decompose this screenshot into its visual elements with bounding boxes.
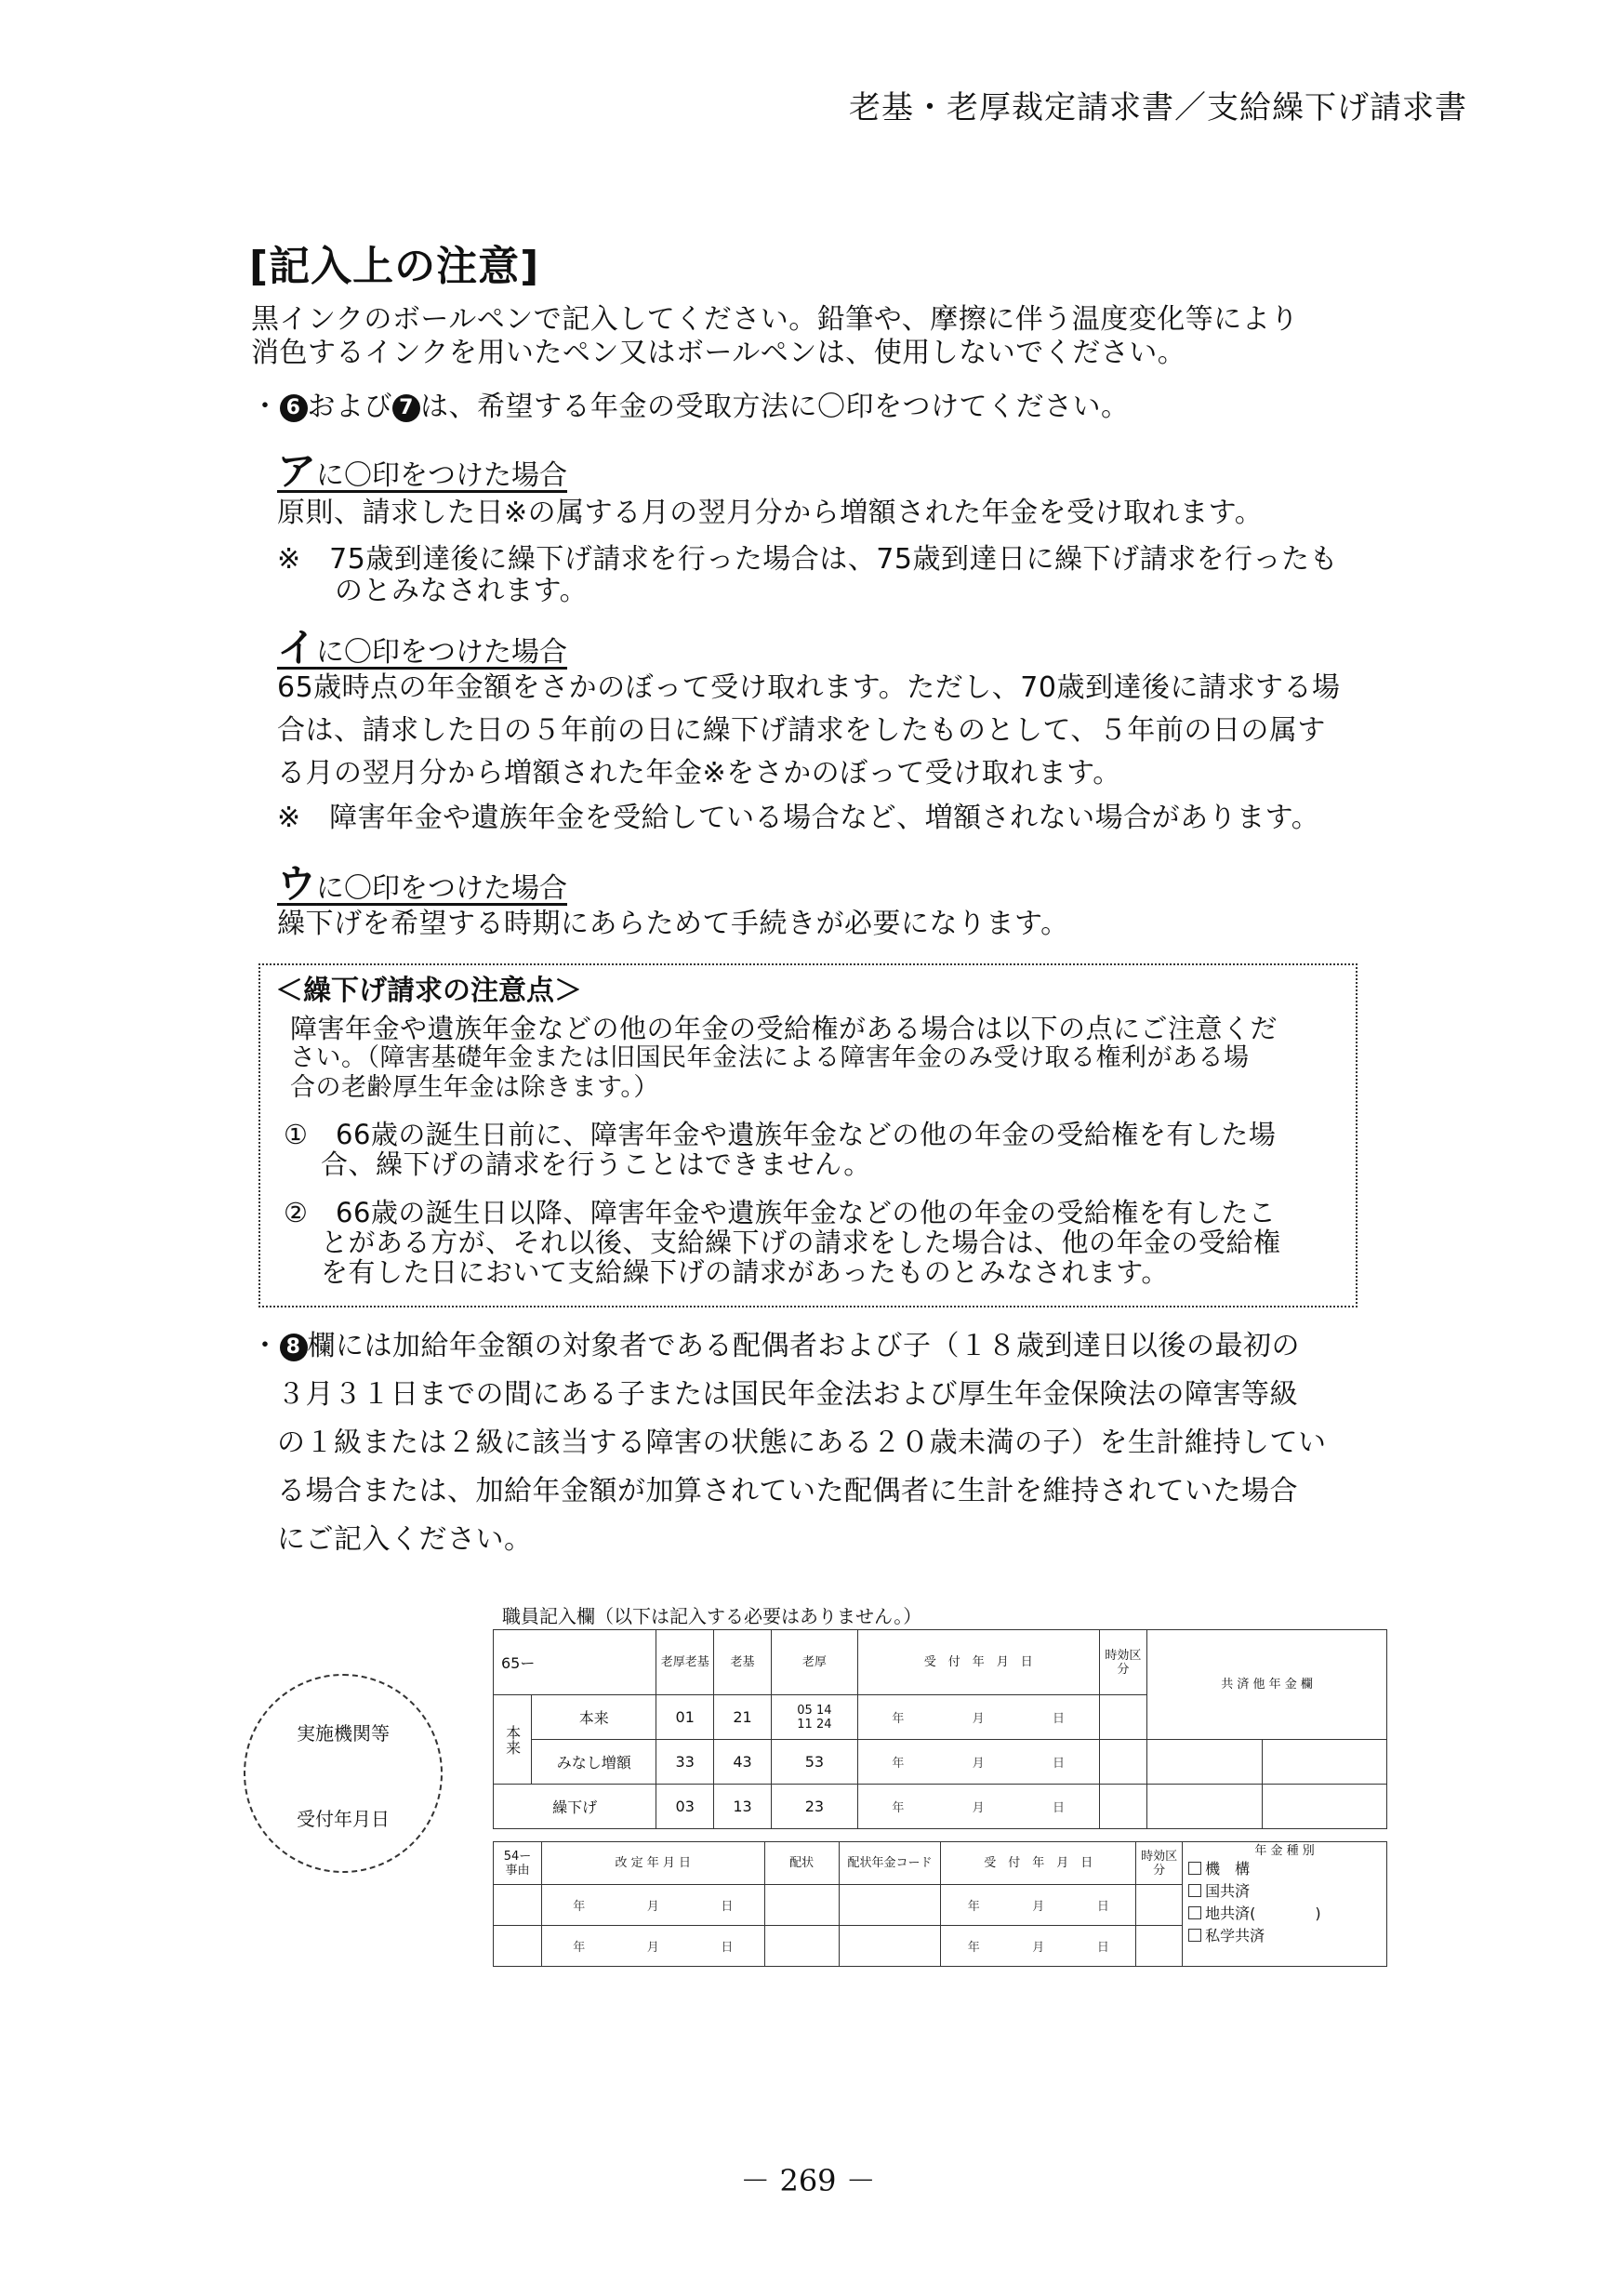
day-label: 日 [1052,1757,1065,1771]
option-i-kana: イ [277,625,317,670]
intro-line-2: 消色するインクを用いたペン又はボールペンは、使用しないでください。 [251,337,1186,369]
option-a-heading [277,441,567,497]
received-date-header: 受 付 年 月 日 [857,1630,1099,1695]
lower-row2-haijo[interactable] [764,1926,839,1967]
pension-type-shigaku[interactable] [1188,1925,1381,1947]
kyosai-cell-3[interactable] [1147,1785,1263,1829]
lower-row1-revised-date[interactable] [541,1885,764,1926]
haijo-code-header: 配状年金コード [839,1842,941,1885]
lower-row1-jiko[interactable] [1136,1885,1183,1926]
row-minashi-a: 33 [656,1740,714,1785]
checkbox-icon [1188,1884,1201,1897]
lower-row1-received-date[interactable] [941,1885,1136,1926]
checkbox-icon [1188,1906,1201,1919]
row-minashi-b: 43 [714,1740,772,1785]
code-54: 54ー [503,1849,532,1864]
revised-date-header: 改 定 年 月 日 [541,1842,764,1885]
kyosai-header: 共 済 他 年 金 欄 [1147,1630,1387,1740]
row-kurisage-jiko[interactable] [1099,1785,1147,1829]
circled-number-7: 7 [392,394,420,422]
row-minashi-date[interactable] [857,1740,1099,1785]
haijo-header: 配状 [764,1842,839,1885]
day-label: 日 [1096,1941,1109,1955]
month-label: 月 [646,1941,659,1955]
notice-item-2a: ② 66歳の誕生日以降、障害年金や遺族年金などの他の年金の受給権を有したこ [284,1197,1277,1228]
bullet-dot: ・ [251,1330,280,1362]
option-a-note-1: ※ 75歳到達後に繰下げ請求を行った場合は、75歳到達日に繰下げ請求を行ったも [277,543,1338,576]
option-i-heading-text: に〇印をつけた場合 [316,636,568,669]
option-u-text: 繰下げを希望する時期にあらためて手続きが必要になります。 [277,908,1069,940]
month-label: 月 [646,1900,659,1914]
circled-number-6: 6 [280,394,308,422]
lower-row2-jiyu[interactable] [494,1926,542,1967]
bullet-dependents-line-2: ３月３１日までの間にある子または国民年金法および厚生年金保険法の障害等級 [277,1378,1298,1411]
bullet-text-b: は、希望する年金の受取方法に〇印をつけてください。 [420,391,1130,423]
row-honrai-c [771,1695,857,1740]
notice-p3: 合の老齢厚生年金は除きます。） [290,1073,659,1102]
row-honrai-label: 本来 [532,1695,656,1740]
day-label: 日 [1052,1801,1065,1815]
kyosai-cell-4[interactable] [1262,1785,1386,1829]
year-label: 年 [892,1801,905,1815]
col-rokou-rokiso: 老厚老基 [656,1630,714,1695]
day-label: 日 [1052,1712,1065,1726]
col-rokiso: 老基 [714,1630,772,1695]
pension-type-kokukyosai[interactable] [1188,1880,1381,1903]
jiko-header-2: 時効区分 [1136,1842,1183,1885]
row-honrai-date[interactable] [857,1695,1099,1740]
pension-type-chikyosai-label: 地共済( ) [1205,1904,1321,1922]
pension-type-cell [1183,1842,1387,1967]
option-u-kana: ウ [277,861,317,907]
option-i-line-2: 合は、請求した日の５年前の日に繰下げ請求をしたものとして、５年前の日の属す [277,714,1326,747]
bullet-receipt-method [251,391,1130,424]
row-kurisage-label: 繰下げ [494,1785,656,1829]
section-title: [記入上の注意] [249,243,540,290]
lower-row1-haijo[interactable] [764,1885,839,1926]
day-label: 日 [1096,1900,1109,1914]
staff-area-caption: 職員記入欄（以下は記入する必要はありません。） [502,1605,922,1627]
year-label: 年 [892,1712,905,1726]
notice-item-2b: とがある方が、それ以後、支給繰下げの請求をした場合は、他の年金の受給権 [321,1227,1281,1258]
jiyu-label: 事由 [505,1863,530,1878]
year-label: 年 [967,1941,980,1955]
notice-item-2c: を有した日において支給繰下げの請求があったものとみなされます。 [321,1256,1169,1288]
notice-p1: 障害年金や遺族年金などの他の年金の受給権がある場合は以下の点にご注意くだ [290,1013,1278,1044]
option-a-kana: ア [277,448,317,494]
staff-table-upper [493,1629,1387,1829]
intro-line-1: 黒インクのボールペンで記入してください。鉛筆や、摩擦に伴う温度変化等により [251,303,1299,336]
lower-row2-jiko[interactable] [1136,1926,1183,1967]
option-a-heading-text: に〇印をつけた場合 [316,459,568,492]
pension-type-kokukyosai-label: 国共済 [1205,1882,1251,1900]
month-label: 月 [972,1712,985,1726]
notice-item-1a: ① 66歳の誕生日前に、障害年金や遺族年金などの他の年金の受給権を有した場 [284,1119,1277,1150]
bullet-dependents-line-5: にご記入ください。 [277,1523,533,1556]
notice-item-1b: 合、繰下げの請求を行うことはできません。 [321,1148,871,1180]
code-65: 65ー [494,1630,656,1695]
row-minashi-c: 53 [771,1740,857,1785]
option-i-line-3: る月の翌月分から増額された年金※をさかのぼって受け取れます。 [277,757,1121,790]
year-label: 年 [573,1941,586,1955]
lower-row2-received-date[interactable] [941,1926,1136,1967]
row-kurisage-c: 23 [771,1785,857,1829]
notice-p2: さい。（障害基礎年金または旧国民年金法による障害年金のみ受け取る権利がある場 [290,1043,1250,1072]
month-label: 月 [1032,1900,1045,1914]
year-label: 年 [573,1900,586,1914]
year-label: 年 [967,1900,980,1914]
option-u-heading [277,854,567,909]
month-label: 月 [972,1757,985,1771]
row-minashi-label: みなし増額 [532,1740,656,1785]
option-u-heading-text: に〇印をつけた場合 [316,872,568,905]
stamp-bottom-label: 受付年月日 [297,1808,390,1830]
option-a-note-2: のとみなされます。 [335,575,589,607]
row-kurisage-date[interactable] [857,1785,1099,1829]
circled-number-8: 8 [280,1334,308,1361]
row-honrai-c2: 11 24 [797,1717,832,1732]
month-label: 月 [1032,1941,1045,1955]
kyosai-cell-2[interactable] [1262,1740,1386,1785]
option-a-text: 原則、請求した日※の属する月の翌月分から増額された年金を受け取れます。 [277,497,1264,529]
row-honrai-jiko[interactable] [1099,1695,1147,1740]
option-i-line-1: 65歳時点の年金額をさかのぼって受け取れます。ただし、70歳到達後に請求する場 [277,671,1341,704]
bullet-text-a: および [307,391,392,423]
bullet-dependents-line-3: の１級または２級に該当する障害の状態にある２０歳未満の子）を生計維持してい [277,1427,1327,1459]
kyosai-cell-1[interactable] [1147,1740,1263,1785]
pension-type-kikou[interactable] [1188,1858,1381,1880]
bullet-dependents-line-1 [251,1330,1300,1363]
reception-stamp-circle [244,1674,443,1873]
row-kurisage-b: 13 [714,1785,772,1829]
lower-row1-haijo-code[interactable] [839,1885,941,1926]
notice-box-title: ＜繰下げ請求の注意点＞ [275,975,582,1007]
option-i-note: ※ 障害年金や遺族年金を受給している場合など、増額されない場合があります。 [277,802,1320,834]
jiko-header: 時効区分 [1099,1630,1147,1695]
row-honrai-a: 01 [656,1695,714,1740]
day-label: 日 [721,1941,734,1955]
pension-type-header: 年 金 種 別 [1254,1844,1315,1858]
pension-type-kikou-label: 機 構 [1205,1860,1251,1878]
lower-row2-revised-date[interactable] [541,1926,764,1967]
row-kurisage-a: 03 [656,1785,714,1829]
row-honrai-c1: 05 14 [797,1703,832,1718]
row-minashi-jiko[interactable] [1099,1740,1147,1785]
staff-table-lower [493,1841,1387,1967]
page-number: － 269 － [740,2163,876,2198]
received-date-header-2: 受 付 年 月 日 [941,1842,1136,1885]
checkbox-icon [1188,1929,1201,1942]
checkbox-icon [1188,1862,1201,1875]
code-54-jiyu [494,1842,542,1885]
pension-type-chikyosai[interactable] [1188,1903,1381,1925]
col-rokou: 老厚 [771,1630,857,1695]
honrai-side-label: 本来 [494,1695,532,1785]
row-honrai-b: 21 [714,1695,772,1740]
year-label: 年 [892,1757,905,1771]
bullet2-line1-text: 欄には加給年金額の対象者である配偶者および子（１８歳到達日以後の最初の [307,1330,1300,1362]
day-label: 日 [721,1900,734,1914]
bullet-dependents-line-4: る場合または、加給年金額が加算されていた配偶者に生計を維持されていた場合 [277,1475,1298,1507]
lower-row2-haijo-code[interactable] [839,1926,941,1967]
bullet-dot: ・ [251,391,280,423]
option-i-heading [277,617,567,673]
pension-type-shigaku-label: 私学共済 [1205,1927,1265,1944]
stamp-top-label: 実施機関等 [297,1722,390,1745]
month-label: 月 [972,1801,985,1815]
lower-row1-jiyu[interactable] [494,1885,542,1926]
page-header-title: 老基・老厚裁定請求書／支給繰下げ請求書 [849,89,1467,126]
